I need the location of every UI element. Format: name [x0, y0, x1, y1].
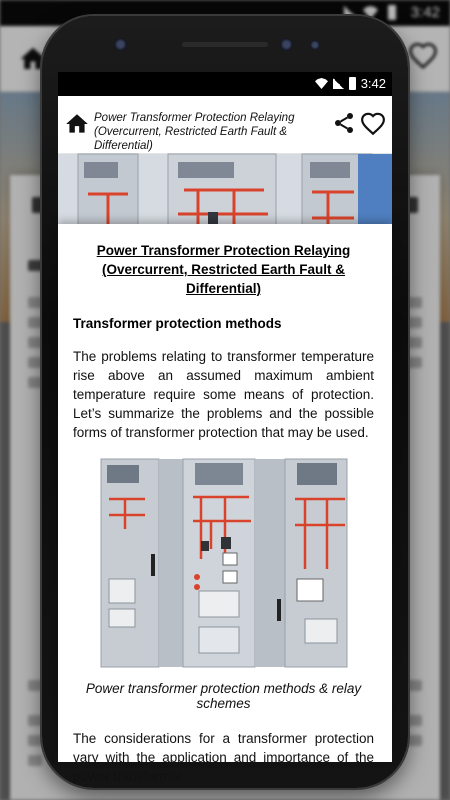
article-paragraph-2: The considerations for a transformer protection vary with the application and importance of the power transformer. — [73, 731, 374, 784]
article-title: Power Transformer Protection Relaying (Overcurrent, Restricted Earth Fault & Differential) — [96, 243, 351, 296]
status-time: 3:42 — [360, 76, 386, 91]
front-camera — [114, 38, 127, 51]
status-bar — [58, 72, 392, 96]
heart-icon[interactable] — [360, 111, 386, 137]
home-icon[interactable] — [64, 111, 90, 137]
wifi-icon — [315, 78, 328, 89]
app-bar — [58, 96, 392, 154]
article-figure-image[interactable] — [101, 459, 347, 667]
phone-screen — [58, 72, 392, 784]
article-card — [58, 224, 392, 784]
front-sensor — [280, 38, 293, 51]
battery-icon — [349, 77, 356, 90]
article-paragraph-1: The problems relating to transformer temperature rise above an assumed maximum ambient temperature require some means of protection. Let’s summarize the problems and the possible forms of transformer protection that may be used. — [73, 349, 374, 440]
app-bar-title: Power Transformer Protection Relaying (Overcurrent, Restricted Earth Fault & Differential) — [94, 112, 295, 152]
signal-icon — [333, 78, 344, 89]
section-heading: Transformer protection methods — [73, 316, 282, 331]
proximity-sensor — [310, 40, 320, 50]
background-status-time: 3:42 — [410, 4, 440, 21]
figure-caption: Power transformer protection methods & relay schemes — [85, 681, 362, 711]
share-icon[interactable] — [332, 111, 356, 135]
phone-frame — [42, 16, 408, 788]
earpiece-speaker — [182, 42, 268, 47]
relay-panel-illustration — [101, 459, 347, 667]
